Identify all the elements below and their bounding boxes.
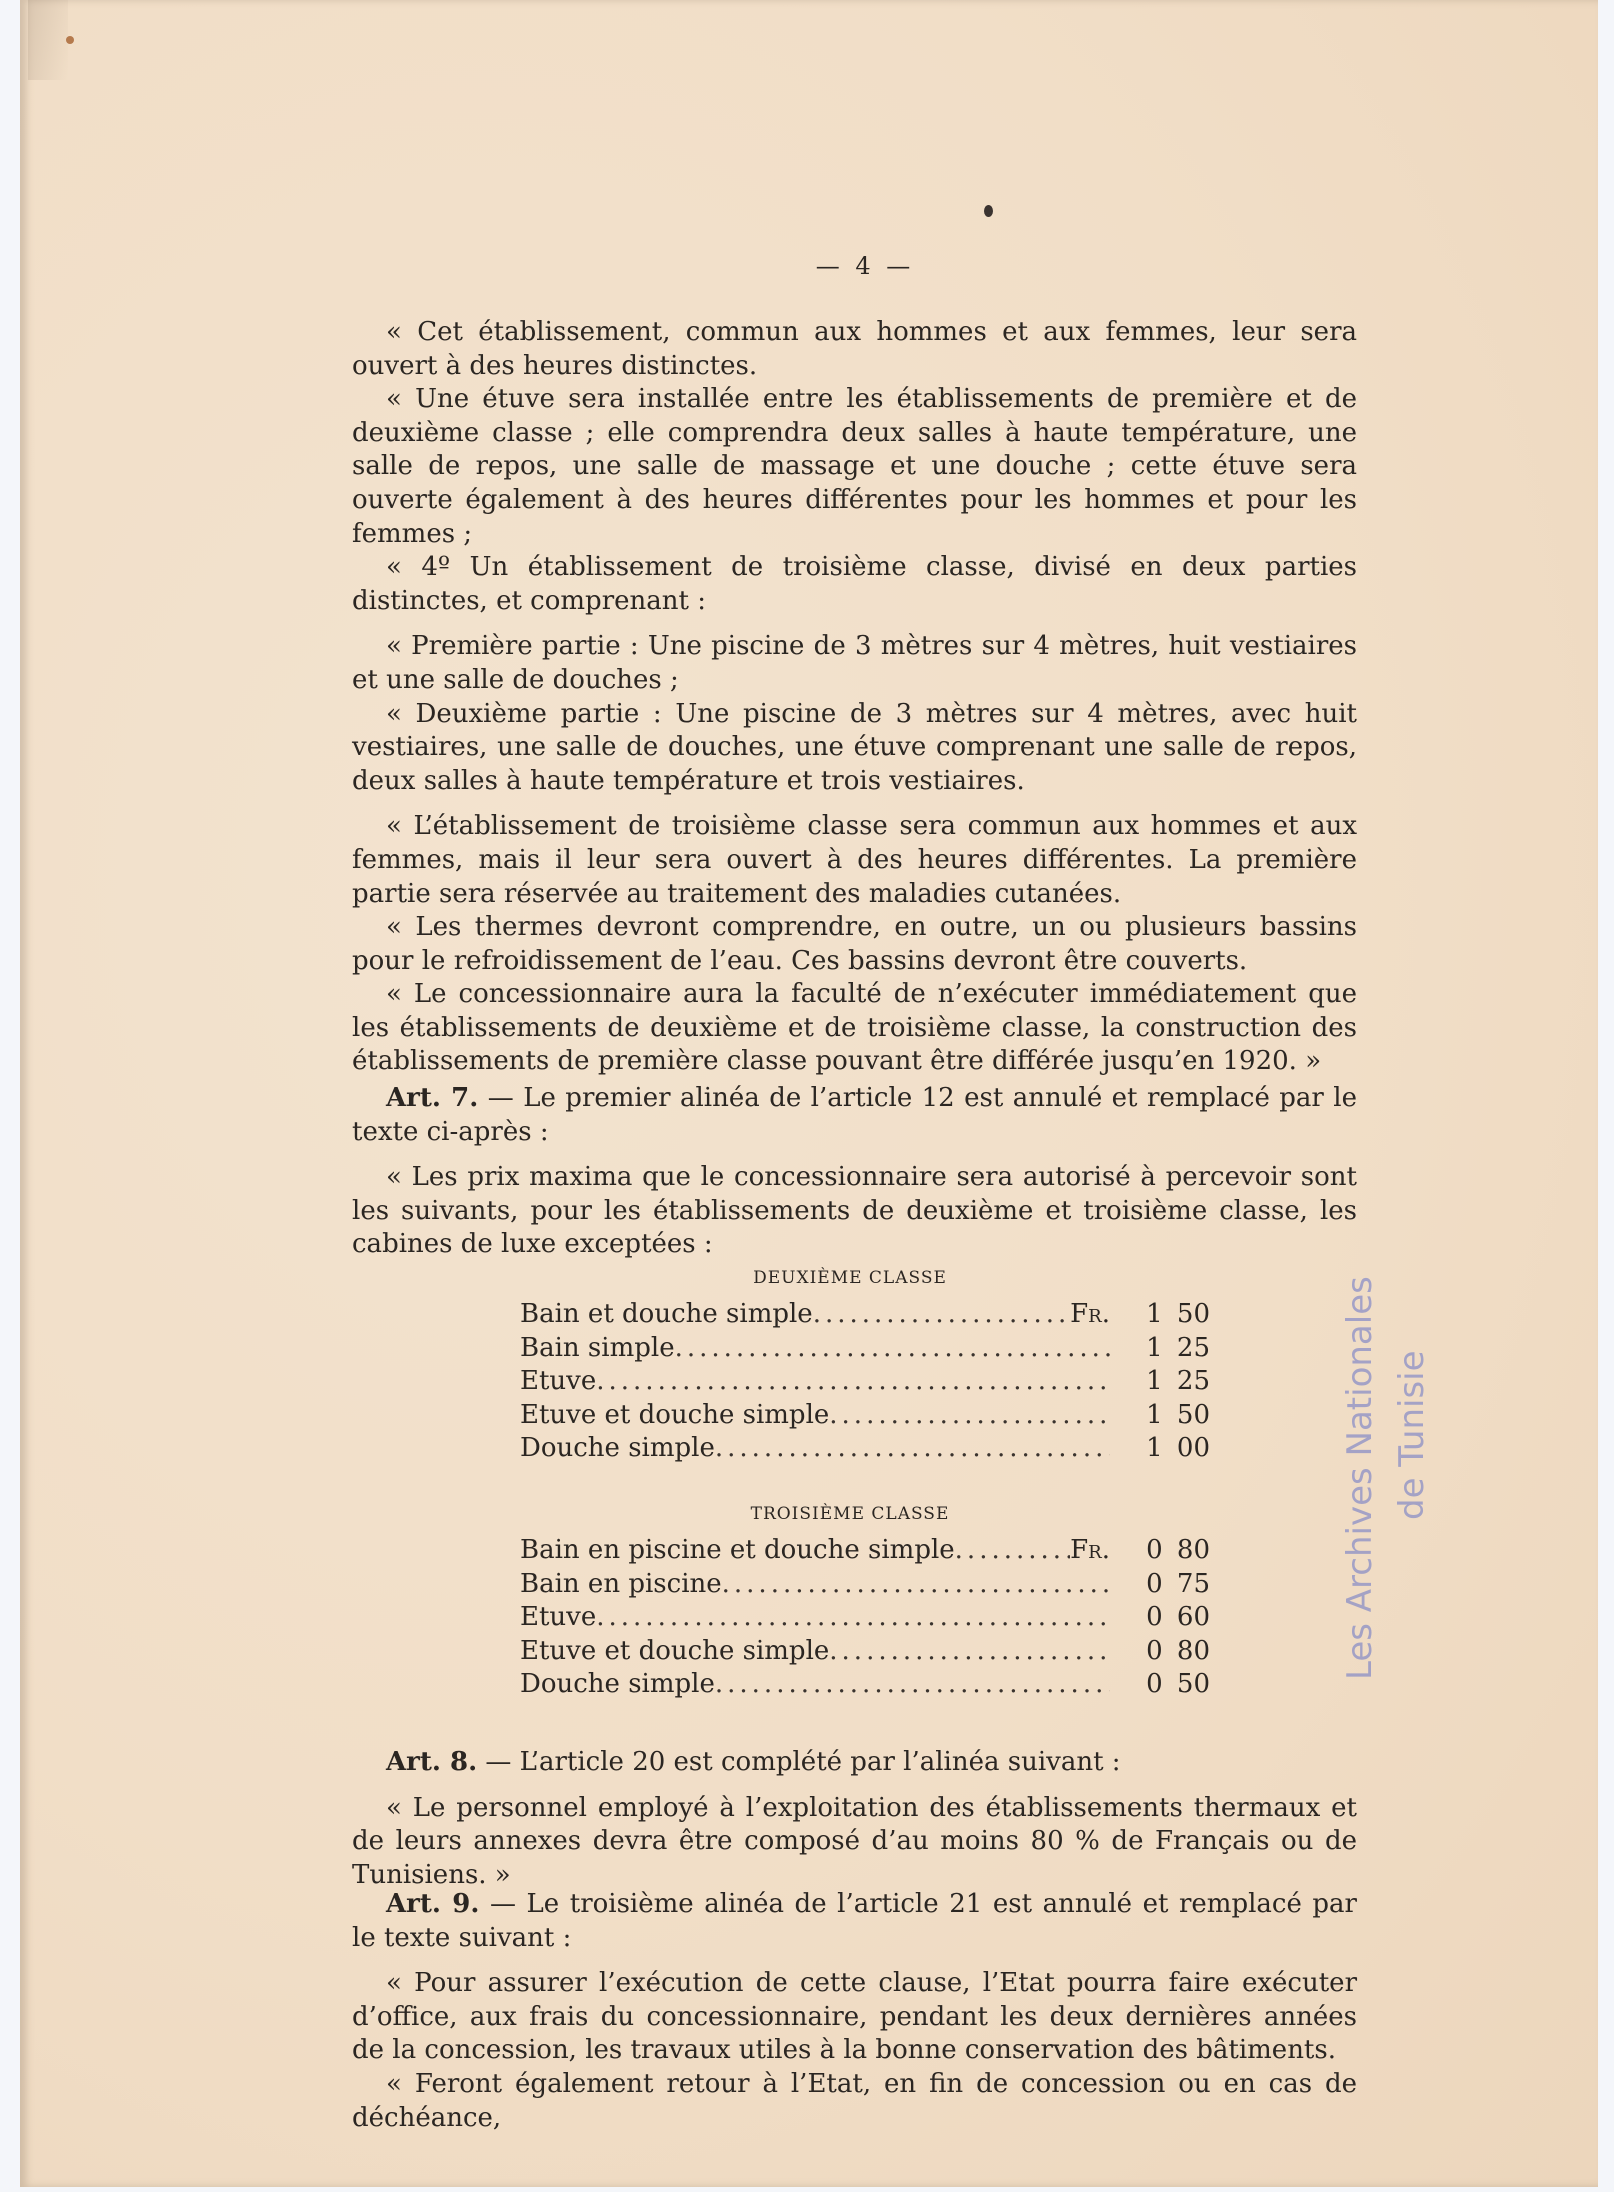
article-9-quote-1: « Pour assurer l’exécution de cette clause, l’Etat pourra faire exécuter d’office, aux frais du concessionnaire, pendant les deux dernières années de la concession, les travaux utiles à la bonne conservation des bâtiments.: [352, 1968, 1357, 2066]
leader-dots: [675, 1332, 1110, 1366]
price-item: Bain et douche simple: [520, 1299, 813, 1329]
price-table-title: TROISIÈME CLASSE: [750, 1504, 950, 1524]
price-item: Douche simple: [520, 1669, 715, 1700]
article-8-heading: [352, 1746, 1357, 1780]
article-8-text: — L’article 20 est complété par l’alinéa suivant :: [477, 1747, 1121, 1777]
price-row: [520, 1568, 1210, 1602]
price-value: 1 50: [1146, 1299, 1210, 1329]
spacer: [352, 1149, 1357, 1161]
price-value: 0 60: [1146, 1602, 1210, 1633]
currency-label: Fr.: [1070, 1535, 1110, 1565]
price-value: 1 25: [1146, 1366, 1210, 1397]
paragraph: « Le concessionnaire aura la faculté de n’exécuter immédiatement que les établissements de deuxième et de troisième classe, la construction des établissements de première classe pouvant être différée jusqu’en 1920. »: [352, 979, 1357, 1077]
price-item: Etuve: [520, 1602, 597, 1633]
price-row: [520, 1668, 1210, 1702]
article-7-text: — Le premier alinéa de l’article 12 est annulé et remplacé par le texte ci-après :: [352, 1083, 1357, 1147]
price-row: [520, 1432, 1210, 1466]
leader-dots: [722, 1568, 1110, 1602]
price-item: Etuve: [520, 1366, 597, 1397]
paragraph: « Les thermes devront comprendre, en outre, un ou plusieurs bassins pour le refroidissement de l’eau. Ces bassins devront être couverts.: [352, 912, 1357, 976]
leader-dots: [955, 1534, 1070, 1568]
price-value: 1 25: [1146, 1332, 1210, 1363]
price-table-deuxieme-classe: [520, 1258, 1210, 1466]
ink-speck: [984, 205, 993, 217]
leader-dots: [715, 1668, 1110, 1702]
article-9-heading: [352, 1888, 1357, 1955]
article-8-quote: « Le personnel employé à l’exploitation des établissements thermaux et de leurs annexes devra être composé d’au moins 80 % de Français ou de Tunisiens. »: [352, 1792, 1357, 1890]
price-item: Etuve et douche simple: [520, 1399, 830, 1430]
price-row: [520, 1601, 1210, 1635]
paragraph: « Première partie : Une piscine de 3 mètres sur 4 mètres, huit vestiaires et une salle de douches ;: [352, 631, 1357, 695]
paragraph: « Deuxième partie : Une piscine de 3 mètres sur 4 mètres, avec huit vestiaires, une salle de douches, une étuve comprenant une salle de repos, deux salles à haute température et trois vestiaires.: [352, 698, 1357, 796]
archives-stamp: [1340, 1220, 1490, 1680]
currency-label: Fr.: [1070, 1299, 1110, 1329]
paragraph: « L’établissement de troisième classe sera commun aux hommes et aux femmes, mais il leur sera ouvert à des heures différentes. La première partie sera réservée au traitement des maladies cutanées.: [352, 811, 1357, 909]
article-7-quote: « Les prix maxima que le concessionnaire sera autorisé à percevoir sont les suivants, pour les établissements de deuxième et troisième classe, les cabines de luxe exceptées :: [352, 1162, 1357, 1260]
leader-dots: [596, 1601, 1110, 1635]
spacer: [352, 618, 1357, 630]
price-row: [520, 1298, 1210, 1332]
leader-dots: [829, 1635, 1110, 1669]
price-value: 0 80: [1146, 1535, 1210, 1565]
price-item: Bain en piscine: [520, 1568, 722, 1599]
price-row: [520, 1635, 1210, 1669]
paper-fold-shadow: [28, 0, 68, 80]
ink-speck: [66, 36, 74, 44]
article-8: [352, 1746, 1357, 1892]
price-table-title: DEUXIÈME CLASSE: [753, 1268, 947, 1288]
price-row: [520, 1365, 1210, 1399]
leader-dots: [715, 1432, 1110, 1466]
page-number: — 4 —: [815, 252, 915, 280]
price-row: [520, 1332, 1210, 1366]
article-7-label: Art. 7.: [386, 1083, 479, 1113]
price-value: 1 50: [1146, 1399, 1210, 1430]
price-row: [520, 1534, 1210, 1568]
price-item: Bain en piscine et douche simple: [520, 1535, 955, 1565]
article-8-label: Art. 8.: [386, 1747, 478, 1777]
article-9-text: — Le troisième alinéa de l’article 21 est annulé et remplacé par le texte suivant :: [352, 1889, 1357, 1953]
article-9: [352, 1888, 1357, 2135]
stamp-line-2: de Tunisie: [1392, 1350, 1432, 1520]
spacer: [352, 1780, 1357, 1792]
article-9-label: Art. 9.: [386, 1889, 480, 1919]
leader-dots: [813, 1298, 1070, 1332]
leader-dots: [829, 1399, 1110, 1433]
price-item: Etuve et douche simple: [520, 1635, 830, 1666]
leader-dots: [596, 1365, 1110, 1399]
price-row: [520, 1399, 1210, 1433]
price-table-troisieme-classe: [520, 1494, 1210, 1702]
price-item: Bain simple: [520, 1332, 675, 1363]
article-9-quote-2: « Feront également retour à l’Etat, en fin de concession ou en cas de déchéance,: [352, 2068, 1357, 2133]
article-7-heading: [352, 1082, 1357, 1149]
spacer: [352, 798, 1357, 810]
body-text-top: [352, 316, 1357, 1079]
stamp-line-1: Les Archives Nationales: [1340, 1276, 1380, 1680]
price-value: 0 50: [1146, 1669, 1210, 1700]
paragraph: « Cet établissement, commun aux hommes et aux femmes, leur sera ouvert à des heures distinctes.: [352, 317, 1357, 381]
price-value: 0 75: [1146, 1568, 1210, 1599]
paragraph: « Une étuve sera installée entre les établissements de première et de deuxième classe ; elle comprendra deux salles à haute température, une salle de repos, une salle de massage et une douche ; cette étuve sera ouverte également à des heures différentes pour les hommes et pour les femmes ;: [352, 384, 1357, 549]
price-item: Douche simple: [520, 1433, 715, 1464]
paragraph: « 4º Un établissement de troisième classe, divisé en deux parties distinctes, et comprenant :: [352, 552, 1357, 616]
price-value: 1 00: [1146, 1433, 1210, 1464]
price-value: 0 80: [1146, 1635, 1210, 1666]
spacer: [352, 1955, 1357, 1967]
article-7: [352, 1082, 1357, 1262]
